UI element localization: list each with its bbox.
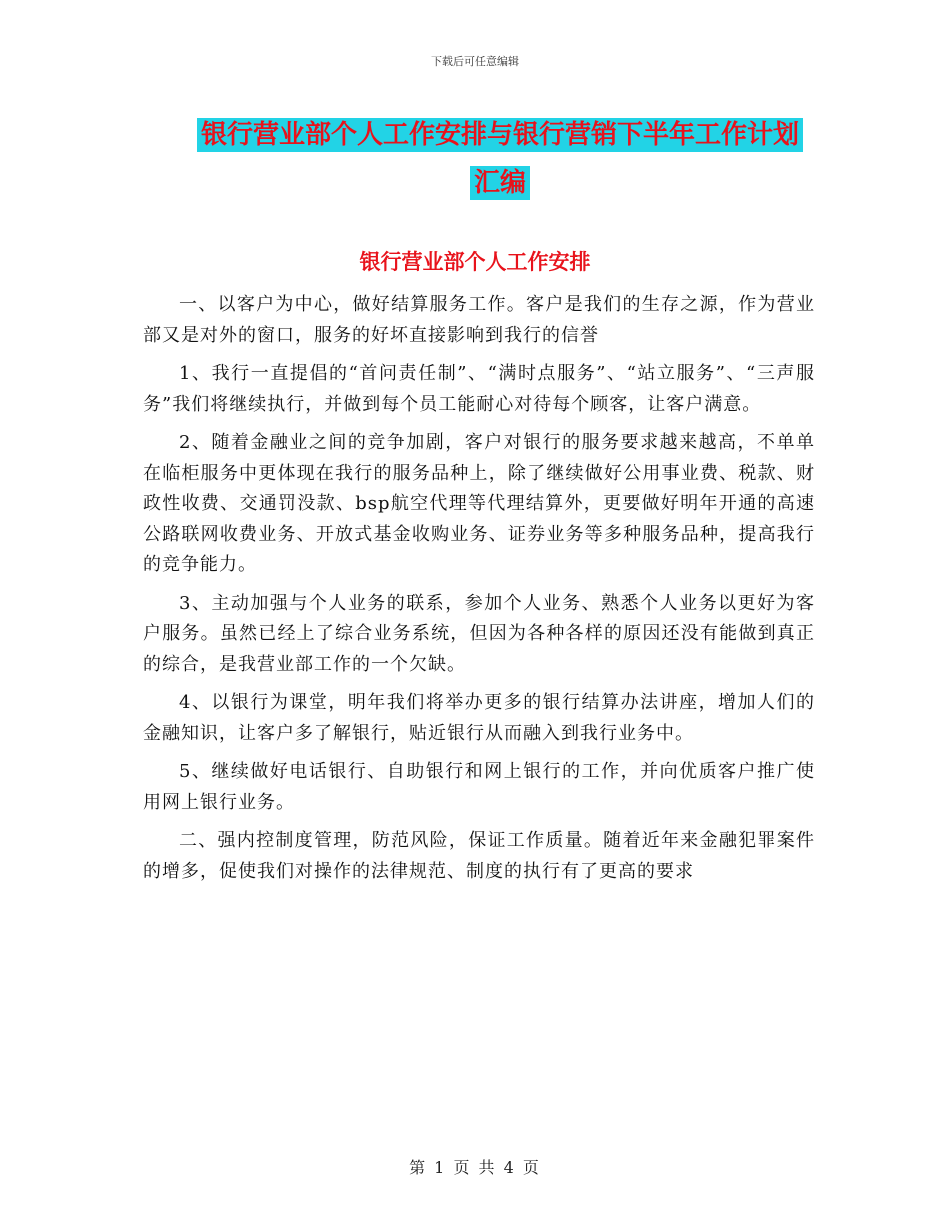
paragraph: 一、以客户为中心，做好结算服务工作。客户是我们的生存之源，作为营业部又是对外的窗口，服务的好坏直接影响到我行的信誉	[143, 294, 815, 346]
paragraph: 4、以银行为课堂，明年我们将举办更多的银行结算办法讲座，增加人们的金融知识，让客户多了解银行，贴近银行从而融入到我行业务中。	[143, 692, 815, 744]
document-title	[190, 111, 810, 207]
paragraph: 1、我行一直提倡的“首问责任制”、“满时点服务”、“站立服务”、“三声服务”我们将继续执行，并做到每个员工能耐心对待每个顾客，让客户满意。	[143, 363, 815, 415]
header-note: 下载后可任意编辑	[431, 55, 519, 68]
paragraph: 二、强内控制度管理，防范风险，保证工作质量。随着近年来金融犯罪案件的增多，促使我们对操作的法律规范、制度的执行有了更高的要求	[143, 830, 815, 882]
document-title-text: 银行营业部个人工作安排与银行营销下半年工作计划汇编	[197, 118, 803, 200]
section-title: 银行营业部个人工作安排	[359, 250, 591, 274]
document-body	[143, 290, 815, 895]
paragraph: 5、继续做好电话银行、自助银行和网上银行的工作，并向优质客户推广使用网上银行业务。	[143, 761, 815, 813]
page-number: 第 1 页 共 4 页	[409, 1158, 541, 1177]
paragraph: 3、主动加强与个人业务的联系，参加个人业务、熟悉个人业务以更好为客户服务。虽然已经上了综合业务系统，但因为各种各样的原因还没有能做到真正的综合，是我营业部工作的一个欠缺。	[143, 592, 815, 675]
paragraph: 2、随着金融业之间的竞争加剧，客户对银行的服务要求越来越高，不单单在临柜服务中更体现在我行的服务品种上，除了继续做好公用事业费、税款、财政性收费、交通罚没款、bsp航空代理等代理结算外，更要做好明年开通的高速公路联网收费业务、开放式基金收购业务、证券业务等多种服务品种，提高我行的竞争能力。	[143, 432, 815, 575]
